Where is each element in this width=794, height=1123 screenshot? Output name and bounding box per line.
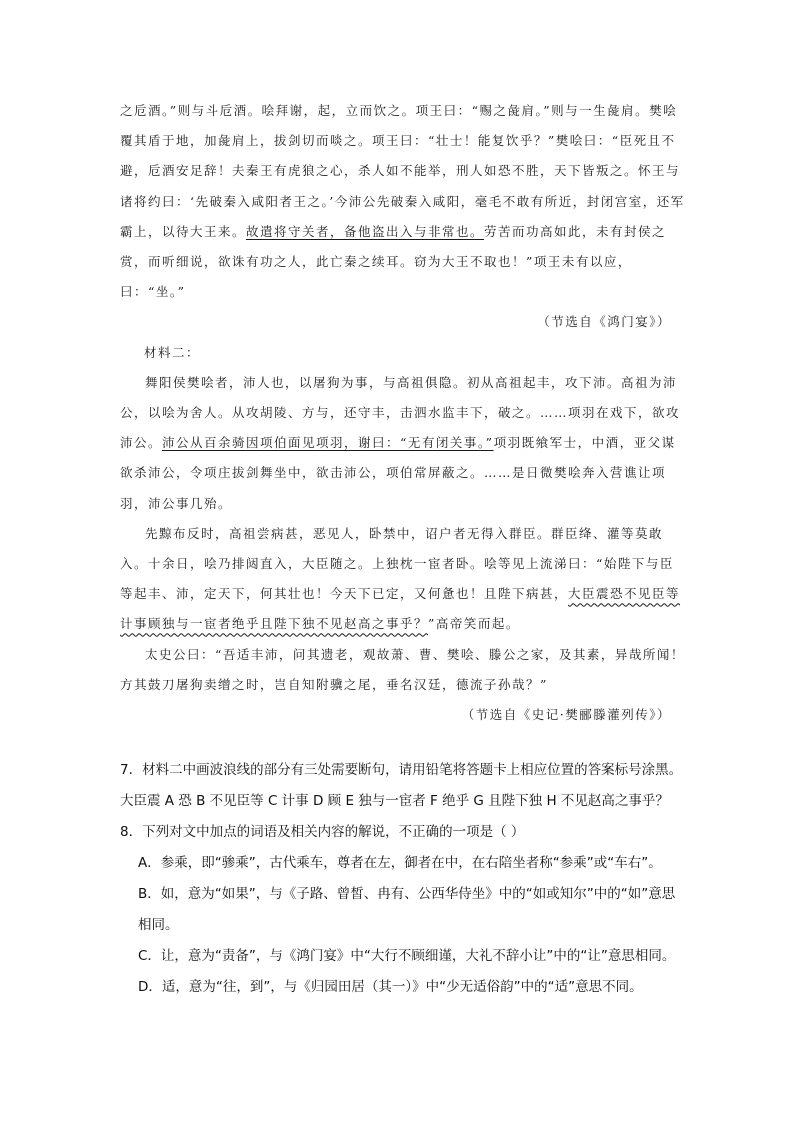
question-8-option-c[interactable]: C．让，意为“责备”，与《鸿门宴》中“大行不顾细谨，大礼不辞小让”中的“让”意思相同。 (138, 948, 676, 964)
text-segment: 项羽既飨军士，中酒，亚父谋欲杀沛公，令项庄拔剑舞坐中，欲击沛公，项伯常屏蔽之。……是日微樊哙奔入营谯让项羽，沛公事几殆。 (120, 435, 676, 511)
question-8-option-b[interactable]: B．如，意为“如果”，与《子路、曾皙、冉有、公西华侍坐》中的“如或知尔”中的“如”意思相同。 (138, 886, 676, 933)
question-8-stem: 8．下列对文中加点的词语及相关内容的解说，不正确的一项是（ ） (120, 824, 525, 840)
material2-paragraph-1 (120, 368, 685, 519)
underlined-sentence: 沛公从百余骑因项伯面见项羽，谢曰：“无有闭关事。” (162, 435, 494, 451)
text-segment: 之卮酒。”则与斗卮酒。哙拜谢，起，立而饮之。项王曰：“赐之彘肩。”则与一生彘肩。樊哙覆其盾于地，加彘肩上，拔剑切而啖之。项王曰：“壮士！能复饮乎？”樊哙曰：“臣死且不避，卮酒安足辞！夫秦王有虎狼之心，杀人如不能举，刑人如恐不胜，天下皆叛之。怀王与诸将约曰：‘先破秦入咸阳者王之。’今沛公先破秦入咸阳，毫毛不敢有所近，封闭宫室，还军霸上，以待大王来。 (120, 103, 685, 239)
text-segment: 舞阳侯樊哙者，沛人也，以屠狗为事，与高祖俱隐。初从高祖起丰，攻下沛。高祖为沛公，以哙为舍人。从攻胡陵、方与，还守丰，击泗水监丰下，破之。……项羽在戏下，欲攻沛公。 (120, 374, 681, 451)
questions-section (120, 755, 685, 1003)
underlined-sentence: 故遣将守关者，备他盗出入与非常也。 (246, 223, 485, 239)
material2-heading: 材料二： (144, 344, 201, 360)
text-segment: ”高帝笑而起。 (428, 616, 520, 632)
material2-source: （节选自《史记·樊郦滕灌列传》） (461, 707, 671, 723)
text-segment: 劳苦而功高如此，未有封侯之赏，而听细说，欲诛有功之人，此亡秦之续耳。窃为大王不取也！”项王未有以应，曰：“坐。” (120, 223, 667, 300)
material2-paragraph-3: 太史公曰：“吾适丰沛，问其遗老，观故萧、曹、樊哙、滕公之家，及其素，异哉所闻！方其鼓刀屠狗卖缯之时，岂自知附骥之尾，垂名汉廷，德流子孙哉？” (120, 646, 685, 692)
text-segment: 先黥布反时，高祖尝病甚，恶见人，卧禁中，诏户者无得入群臣。群臣绛、灌等莫敢入。十余日，哙乃排闼直入，大臣随之。上独枕一宦者卧。哙等见上流涕曰：“始陛下与臣等起丰、沛，定天下，何其壮也！今天下已定，又何惫也！且陛下病甚， (120, 525, 674, 602)
question-7-stem: 7．材料二中画波浪线的部分有三处需要断句，请用铅笔将答题卡上相应位置的答案标号涂黑。 (120, 762, 683, 778)
material1-source: （节选自《鸿门宴》） (537, 314, 671, 330)
question-8-option-a[interactable]: A．参乘，即“骖乘”，古代乘车，尊者在左，御者在中，在右陪坐者称“参乘”或“车右”。 (138, 855, 662, 871)
material1-paragraph (120, 96, 685, 307)
question-7-answer-line: 大臣震 A 恐 B 不见臣等 C 计事 D 顾 E 独与一宦者 F 绝乎 G 且陛下独 H 不见赵高之事乎？ (120, 793, 669, 809)
passage-text (120, 96, 685, 730)
question-8-option-d[interactable]: D．适，意为“往，到”，与《归园田居（其一）》中“少无适俗韵”中的“适”意思不同。 (138, 979, 643, 995)
material2-paragraph-2 (120, 519, 685, 640)
wavy-underlined-sentence: 大臣震恐不见臣等计事顾独与一宦者绝乎且陛下独不见赵高之事乎？ (120, 586, 681, 632)
